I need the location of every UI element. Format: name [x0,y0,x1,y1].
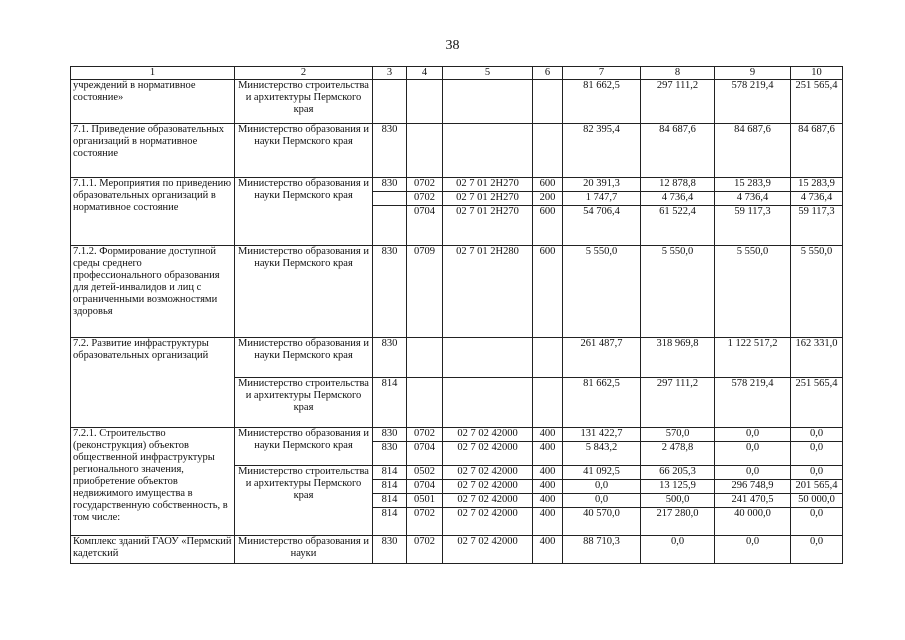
cell-rz: 0702 [407,192,443,206]
header-cell: 7 [563,67,641,80]
cell-csr [443,80,533,124]
executor-cell: Министерство образования и науки Пермского края [235,246,373,338]
row-name: 7.1.2. Формирование доступной среды среднего профессионального образования для детей-инвалидов и лиц с ограниченными возможностями здоровья [71,246,235,338]
table-row [71,428,843,442]
cell-y3: 296 748,9 [715,480,791,494]
table-row [71,246,843,338]
row-name: учреждений в нормативное состояние» [71,80,235,124]
cell-y1: 41 092,5 [563,466,641,480]
cell-y4: 50 000,0 [791,494,843,508]
header-cell: 8 [641,67,715,80]
cell-y4: 84 687,6 [791,124,843,178]
cell-y1: 40 570,0 [563,508,641,536]
page-number: 38 [445,38,460,53]
row-name: 7.2. Развитие инфраструктуры образовательных организаций [71,338,235,428]
cell-rz: 0702 [407,508,443,536]
cell-y1: 54 706,4 [563,206,641,246]
row-name: 7.1. Приведение образовательных организаций в нормативное состояние [71,124,235,178]
cell-vr: 200 [533,192,563,206]
cell-y1: 131 422,7 [563,428,641,442]
cell-vr: 400 [533,442,563,466]
cell-csr: 02 7 02 42000 [443,428,533,442]
cell-y4: 15 283,9 [791,178,843,192]
table-row [71,338,843,378]
cell-vr [533,80,563,124]
cell-y1: 261 487,7 [563,338,641,378]
cell-csr: 02 7 02 42000 [443,442,533,466]
cell-y1: 81 662,5 [563,378,641,428]
executor-cell: Министерство строительства и архитектуры Пермского края [235,80,373,124]
cell-y3: 0,0 [715,428,791,442]
cell-y2: 84 687,6 [641,124,715,178]
cell-y1: 5 550,0 [563,246,641,338]
cell-grbs: 830 [373,428,407,442]
cell-rz: 0709 [407,246,443,338]
table-row [71,80,843,124]
cell-vr: 400 [533,480,563,494]
cell-y2: 297 111,2 [641,80,715,124]
cell-grbs: 830 [373,536,407,564]
cell-vr [533,338,563,378]
cell-y2: 2 478,8 [641,442,715,466]
cell-y3: 15 283,9 [715,178,791,192]
cell-rz: 0702 [407,428,443,442]
table-row [71,536,843,564]
cell-y2: 5 550,0 [641,246,715,338]
cell-y4: 0,0 [791,442,843,466]
cell-y2: 217 280,0 [641,508,715,536]
cell-grbs [373,192,407,206]
cell-y3: 0,0 [715,536,791,564]
cell-y1: 0,0 [563,480,641,494]
cell-y2: 318 969,8 [641,338,715,378]
cell-y3: 578 219,4 [715,80,791,124]
cell-y2: 500,0 [641,494,715,508]
cell-y2: 0,0 [641,536,715,564]
cell-rz: 0702 [407,178,443,192]
cell-grbs: 814 [373,378,407,428]
header-cell: 5 [443,67,533,80]
cell-y2: 12 878,8 [641,178,715,192]
cell-y4: 4 736,4 [791,192,843,206]
cell-y2: 4 736,4 [641,192,715,206]
cell-csr: 02 7 02 42000 [443,480,533,494]
cell-y3: 0,0 [715,466,791,480]
cell-y1: 0,0 [563,494,641,508]
cell-grbs: 830 [373,338,407,378]
table-row [71,178,843,192]
cell-y4: 0,0 [791,428,843,442]
executor-cell: Министерство образования и науки [235,536,373,564]
cell-rz [407,338,443,378]
cell-rz: 0702 [407,536,443,564]
cell-csr [443,378,533,428]
cell-y3: 40 000,0 [715,508,791,536]
cell-y2: 13 125,9 [641,480,715,494]
cell-vr: 400 [533,428,563,442]
cell-csr: 02 7 02 42000 [443,536,533,564]
cell-rz: 0502 [407,466,443,480]
cell-vr: 400 [533,494,563,508]
cell-csr [443,338,533,378]
cell-y3: 84 687,6 [715,124,791,178]
cell-y3: 241 470,5 [715,494,791,508]
cell-csr: 02 7 02 42000 [443,494,533,508]
cell-csr [443,124,533,178]
executor-cell: Министерство образования и науки Пермского края [235,124,373,178]
cell-grbs: 830 [373,124,407,178]
cell-y3: 1 122 517,2 [715,338,791,378]
cell-vr: 400 [533,508,563,536]
cell-y4: 162 331,0 [791,338,843,378]
cell-y4: 5 550,0 [791,246,843,338]
cell-grbs: 814 [373,494,407,508]
cell-y1: 81 662,5 [563,80,641,124]
header-cell: 10 [791,67,843,80]
cell-vr [533,378,563,428]
cell-csr: 02 7 01 2Н280 [443,246,533,338]
cell-grbs: 814 [373,480,407,494]
cell-grbs [373,206,407,246]
cell-csr: 02 7 01 2Н270 [443,178,533,192]
cell-y2: 297 111,2 [641,378,715,428]
executor-cell: Министерство образования и науки Пермского края [235,428,373,466]
executor-cell: Министерство образования и науки Пермского края [235,338,373,378]
cell-rz: 0704 [407,480,443,494]
cell-y3: 59 117,3 [715,206,791,246]
cell-vr: 600 [533,206,563,246]
cell-y4: 251 565,4 [791,378,843,428]
cell-rz [407,80,443,124]
header-row [71,67,843,80]
header-cell: 1 [71,67,235,80]
cell-csr: 02 7 01 2Н270 [443,192,533,206]
cell-y1: 88 710,3 [563,536,641,564]
cell-grbs: 814 [373,466,407,480]
cell-y1: 1 747,7 [563,192,641,206]
cell-y3: 0,0 [715,442,791,466]
executor-cell: Министерство строительства и архитектуры Пермского края [235,466,373,536]
cell-rz [407,378,443,428]
cell-vr [533,124,563,178]
cell-y2: 61 522,4 [641,206,715,246]
cell-csr: 02 7 02 42000 [443,508,533,536]
cell-grbs: 830 [373,246,407,338]
cell-y1: 82 395,4 [563,124,641,178]
cell-vr: 600 [533,246,563,338]
cell-grbs: 814 [373,508,407,536]
header-cell: 4 [407,67,443,80]
cell-grbs: 830 [373,442,407,466]
row-name: 7.2.1. Строительство (реконструкция) объектов общественной инфраструктуры регионального значения, приобретение объектов недвижимого имущества в государственную собственность, в том числе: [71,428,235,536]
cell-y4: 59 117,3 [791,206,843,246]
cell-rz [407,124,443,178]
cell-vr: 600 [533,178,563,192]
header-cell: 6 [533,67,563,80]
cell-csr: 02 7 02 42000 [443,466,533,480]
budget-table [70,66,843,564]
cell-y4: 0,0 [791,466,843,480]
executor-cell: Министерство строительства и архитектуры Пермского края [235,378,373,428]
cell-y4: 251 565,4 [791,80,843,124]
cell-rz: 0704 [407,206,443,246]
header-cell: 2 [235,67,373,80]
header-cell: 3 [373,67,407,80]
cell-y3: 578 219,4 [715,378,791,428]
header-cell: 9 [715,67,791,80]
executor-cell: Министерство образования и науки Пермского края [235,178,373,246]
table-row [71,124,843,178]
cell-y3: 5 550,0 [715,246,791,338]
cell-y4: 0,0 [791,536,843,564]
cell-vr: 400 [533,536,563,564]
row-name: Комплекс зданий ГАОУ «Пермский кадетский [71,536,235,564]
cell-y4: 201 565,4 [791,480,843,494]
row-name: 7.1.1. Мероприятия по приведению образовательных организаций в нормативное состояние [71,178,235,246]
cell-rz: 0501 [407,494,443,508]
cell-csr: 02 7 01 2Н270 [443,206,533,246]
cell-y1: 20 391,3 [563,178,641,192]
cell-y3: 4 736,4 [715,192,791,206]
cell-vr: 400 [533,466,563,480]
cell-y2: 66 205,3 [641,466,715,480]
cell-y2: 570,0 [641,428,715,442]
cell-grbs [373,80,407,124]
cell-y4: 0,0 [791,508,843,536]
cell-rz: 0704 [407,442,443,466]
cell-y1: 5 843,2 [563,442,641,466]
cell-grbs: 830 [373,178,407,192]
